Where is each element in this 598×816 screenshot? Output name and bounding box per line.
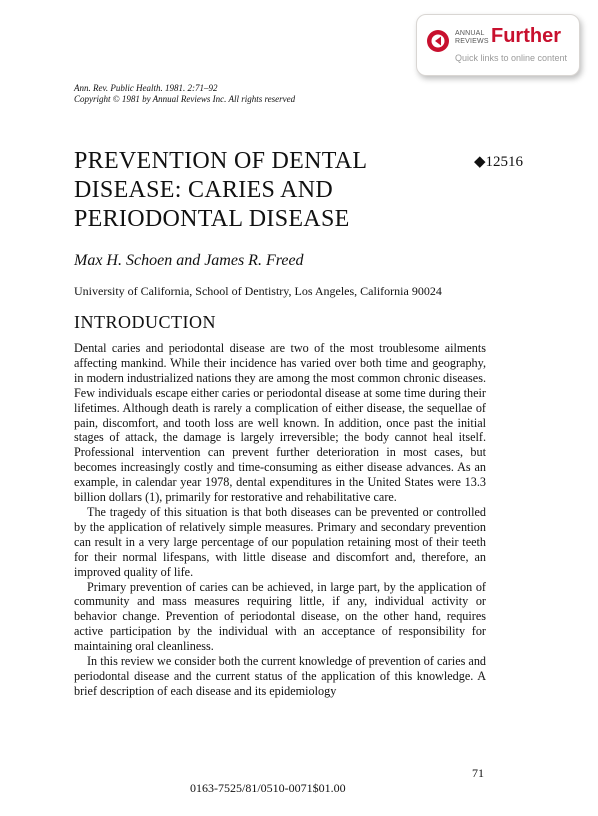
paragraph: Dental caries and periodontal disease are two of the most troublesome ailments affecting mankind. While their incidence has varied over both time and geography, in modern industrialized nations they are among the most common chronic diseases. Few individuals escape either caries or periodontal disease at some time during their lifetimes. Although death is rarely a complication of either disease, the sequellae of pain, discomfort, and tooth loss are well known. In addition, once past the initial stages of attack, the damage is largely irreversible; the body cannot heal itself. Professional intervention can prevent further deterioration in most cases, but becomes increasingly costly and time-consuming as either disease advances. As an example, in calendar year 1978, dental expenditures in the United States were 13.3 billion dollars (1), primarily for restorative and rehabilitative care. — [74, 341, 486, 505]
badge-publisher-label: ANNUAL REVIEWS — [455, 30, 489, 45]
affiliation: University of California, School of Dentistry, Los Angeles, California 90024 — [74, 284, 442, 298]
journal-citation — [74, 83, 295, 105]
body-text — [74, 341, 486, 699]
paragraph: The tragedy of this situation is that both diseases can be prevented or controlled by the application of relatively simple measures. Primary and secondary prevention can result in a very large percentage of our population retaining most of their teeth for their normal lifespans, with little disease and discomfort and, therefore, an improved quality of life. — [74, 504, 486, 579]
annual-reviews-logo-icon — [426, 29, 450, 53]
footer-code: 0163-7525/81/0510-0071$01.00 — [190, 781, 346, 795]
further-badge[interactable] — [416, 14, 580, 76]
journal-reference: Ann. Rev. Public Health. 1981. 2:71–92 — [74, 83, 218, 93]
copyright-line: Copyright © 1981 by Annual Reviews Inc. All rights reserved — [74, 94, 296, 104]
page-number: 71 — [472, 766, 484, 780]
paragraph: Primary prevention of caries can be achieved, in large part, by the application of community and mass measures requiring little, if any, individual activity or behavior change. Prevention of periodontal disease, on the other hand, requires active participation by the individual with an acceptance of responsibility for maintaining oral cleanliness. — [74, 579, 486, 654]
title-line: PERIODONTAL DISEASE — [74, 206, 350, 232]
paragraph: In this review we consider both the current knowledge of prevention of caries and periodontal disease and the current status of the application of this knowledge. A brief description of each disease and its epidemiology — [74, 654, 487, 698]
badge-subtitle: Quick links to online content — [455, 53, 568, 63]
authors: Max H. Schoen and James R. Freed — [74, 252, 304, 269]
accession-number: ◆12516 — [474, 154, 524, 170]
badge-further-label: Further — [491, 25, 561, 47]
title-line: PREVENTION OF DENTAL — [74, 148, 368, 174]
article-title — [74, 147, 434, 234]
title-line: DISEASE: CARIES AND — [74, 177, 334, 203]
section-heading: INTRODUCTION — [74, 312, 216, 332]
